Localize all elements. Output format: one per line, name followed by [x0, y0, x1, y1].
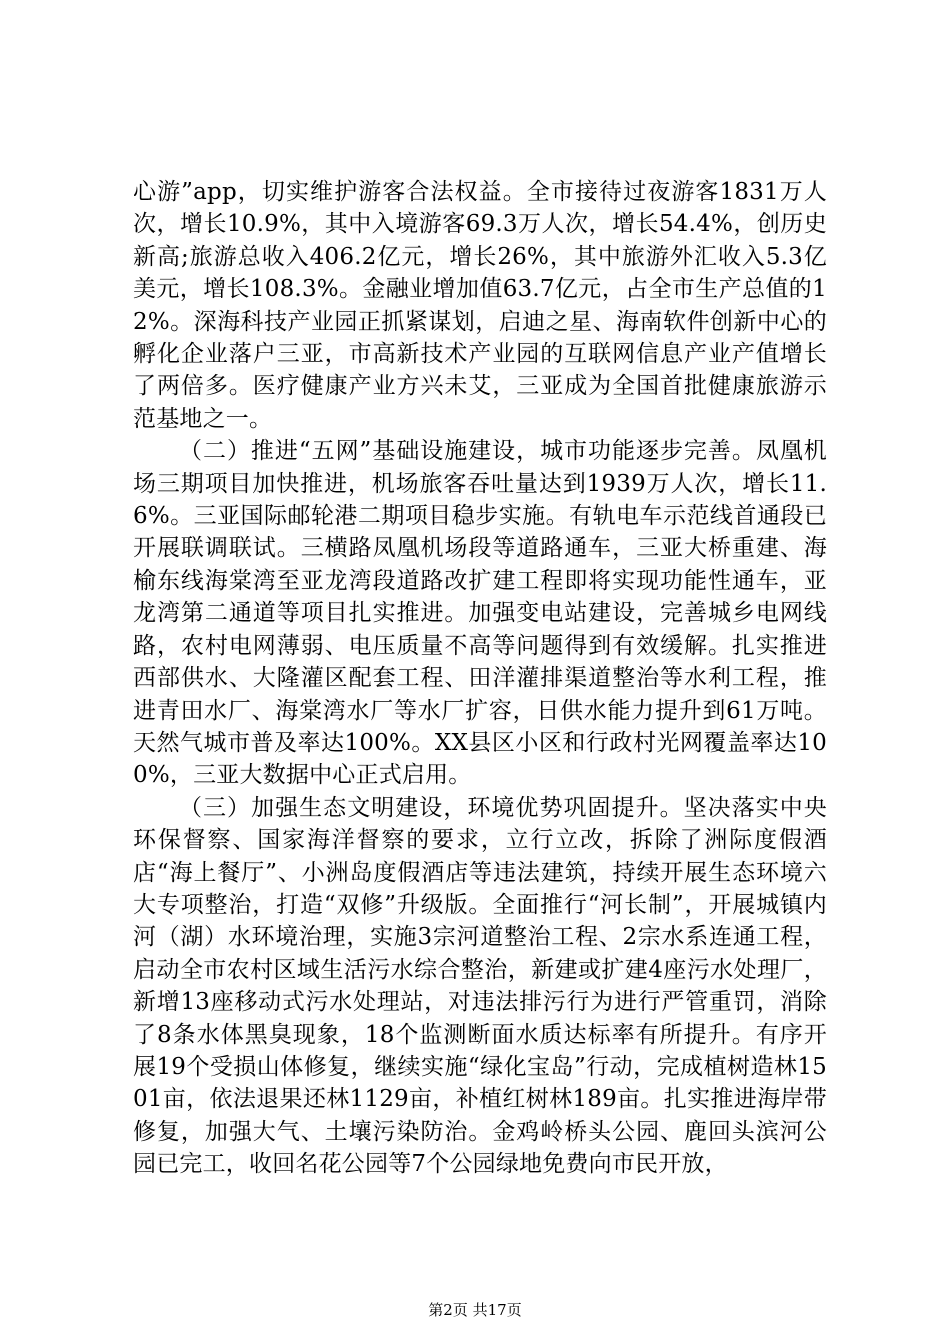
paragraph-tourism-continued: 心游”app，切实维护游客合法权益。全市接待过夜游客1831万人次，增长10.9%，其中入境游客69.3万人次，增长54.4%，创历史新高;旅游总收入406.2亿元，增长26%，其中旅游外汇收入5.3亿美元，增长108.3%。金融业增加值63.7亿元，占全市生产总值的12%。深海科技产业园正抓紧谋划，启迪之星、海南软件创新中心的孵化企业落户三亚，市高新技术产业园的互联网信息产业产值增长了两倍多。医疗健康产业方兴未艾，三亚成为全国首批健康旅游示范基地之一。 — [133, 179, 827, 432]
paragraph-ecology: （三）加强生态文明建设，环境优势巩固提升。坚决落实中央环保督察、国家海洋督察的要求，立行立改，拆除了洲际度假酒店“海上餐厅”、小洲岛度假酒店等违法建筑，持续开展生态环境六大专项整治，打造“双修”升级版。全面推行“河长制”，开展城镇内河（湖）水环境治理，实施3宗河道整治工程、2宗水系连通工程，启动全市农村区域生活污水综合整治，新建或扩建4座污水处理厂，新增13座移动式污水处理站，对违法排污行为进行严管重罚，消除了8条水体黑臭现象，18个监测断面水质达标率有所提升。有序开展19个受损山体修复，继续实施“绿化宝岛”行动，完成植树造林1501亩，依法退果还林1129亩，补植红树林189亩。扎实推进海岸带修复，加强大气、土壤污染防治。金鸡岭桥头公园、鹿回头滨河公园已完工，收回名花公园等7个公园绿地免费向市民开放， — [133, 794, 827, 1178]
page-footer: 第2页 共17页 — [428, 1301, 522, 1319]
paragraph-infrastructure: （二）推进“五网”基础设施建设，城市功能逐步完善。凤凰机场三期项目加快推进，机场旅客吞吐量达到1939万人次，增长11.6%。三亚国际邮轮港二期项目稳步实施。有轨电车示范线首通段已开展联调联试。三横路凤凰机场段等道路通车，三亚大桥重建、海榆东线海棠湾至亚龙湾段道路改扩建工程即将实现功能性通车，亚龙湾第二通道等项目扎实推进。加强变电站建设，完善城乡电网线路，农村电网薄弱、电压质量不高等问题得到有效缓解。扎实推进西部供水、大隆灌区配套工程、田洋灌排渠道整治等水利工程，推进青田水厂、海棠湾水厂等水厂扩容，日供水能力提升到61万吨。天然气城市普及率达100%。XX县区小区和行政村光网覆盖率达100%，三亚大数据中心正式启用。 — [133, 438, 827, 789]
document-body — [133, 176, 827, 1181]
